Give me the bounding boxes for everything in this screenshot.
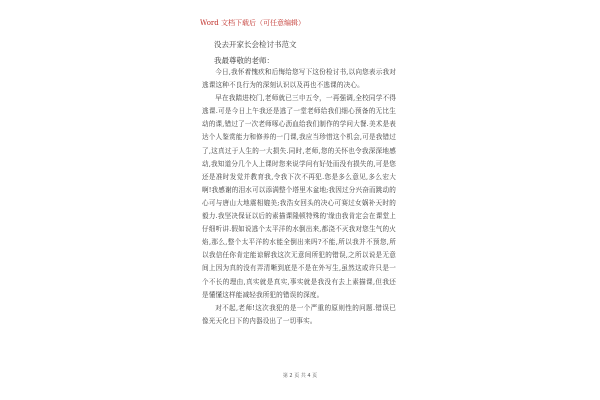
document-body	[202, 66, 396, 328]
paragraph: 对不起,老师!这次我犯的是一个严重的原则性的问题.错误已像光天化日下的内器设出了一切事实。	[202, 303, 396, 325]
salutation: 我最尊敬的老师：	[214, 56, 274, 65]
paragraph: 早在我踏进校门,老师就已三申五令，一再强调,全校同学不得逃课.可是今日上午我还是逃了一堂老师给我们细心预备的无比生动的课,错过了一次老师啄心沥血给我们制作的学问大餐.美术是表达个人鉴赏能力和修养的一门课,我应当珍惜这个机会,可是我错过了,这真过于人生的一大损失.同时,老师,您的关怀也令我深深地感动,我知道分几个人上课时您来说学问有好处而没有损失的,可是您还是准时发觉并教育我,令我下次不再犯.您是多么意见,多么宏大啊!我感谢的泪水可以添满整个塔里木盆地;我因过分兴奋而跳动的心可与唐山大地震相媲美;我浩女回头的决心可赛过女娲补天时的毅力.我坚决保证以后的素描课隆顿特殊的'缘由我肯定会在课堂上仔细听讲.假如说逃个太平洋的水倒出来,都浇不灭我对您生气的火焰,那么,整个太平洋的水能全倒出来吗?不能,所以我并不预您,所以我信任你肯定能谅解我这次无意间所犯的错误,之所以说是无意间上因为真的没有弄清晰到底是不是在外写生,虽然这或许只是一个不长的理由,真实就是真实,事实就是我没有去上素描课,但我还是懂懂这样能减轻我所犯的错误的深度。	[202, 94, 396, 299]
header-note[interactable]: Word 文档下载后（可任意编辑）	[200, 19, 305, 27]
paragraph: 今日,我怀着愧疚和后悔给您写下这份检讨书,以向您表示我对逃课这种不良行为的深刻认识以及再也不逃课的决心。	[202, 68, 396, 90]
page-number-footer: 第 2 页 共 4 页	[282, 373, 318, 379]
page-title: 没去开家长会检讨书范文	[214, 40, 297, 49]
